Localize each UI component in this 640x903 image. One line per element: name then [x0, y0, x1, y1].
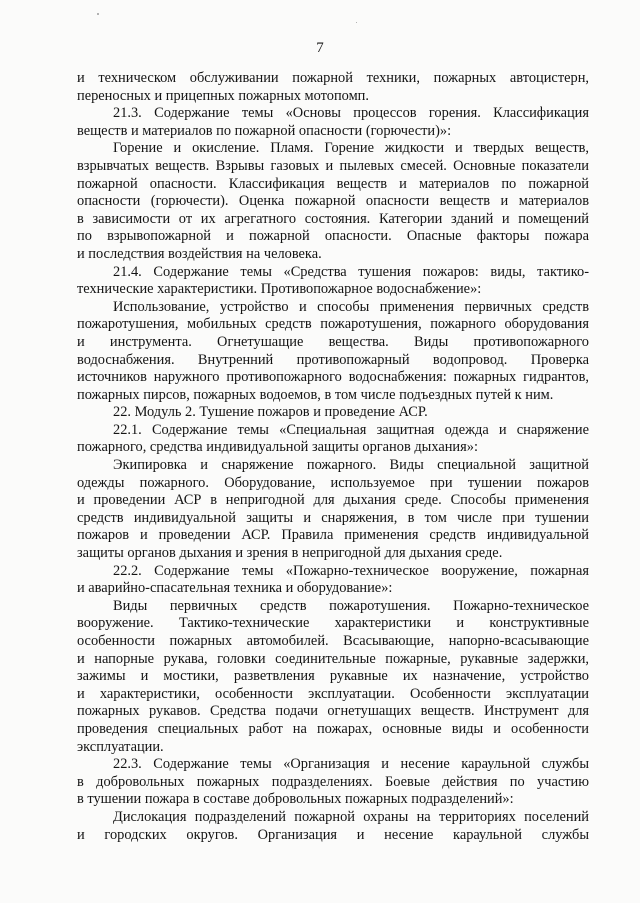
text-line: технические характеристики. Противопожарное водоснабжение»: [77, 281, 482, 298]
text-line: 22. Модуль 2. Тушение пожаров и проведение АСР. [113, 404, 428, 421]
text-line: зажимы и мостики, разветвления рукавные их назначение, устройство [77, 668, 589, 685]
text-line: и техническом обслуживании пожарной техники, пожарных автоцистерн, [77, 70, 589, 86]
text-line: 22.2. Содержание темы «Пожарно-техническое вооружение, пожарная [113, 562, 589, 579]
text-line: Горение и окисление. Пламя. Горение жидкости и твердых веществ, [113, 140, 589, 157]
text-line: 22.1. Содержание темы «Специальная защитная одежда и снаряжение [113, 421, 589, 438]
text-line: и характеристики, особенности эксплуатации. Особенности эксплуатации [77, 685, 589, 702]
text-line: веществ и материалов по пожарной опасности (горючести)»: [77, 122, 452, 139]
text-line: Экипировка и снаряжение пожарного. Виды специальной защитной [113, 457, 589, 474]
text-line: в зависимости от их агрегатного состояния. Категории зданий и помещений [77, 210, 589, 227]
scan-speck [356, 22, 357, 23]
text-line: и последствия воздействия на человека. [77, 245, 322, 262]
text-line: 22.3. Содержание темы «Организация и несение караульной службы [113, 756, 589, 773]
text-line: Виды первичных средств пожаротушения. Пожарно-техническое [113, 597, 589, 614]
text-line: по взрывопожарной и пожарной опасности. Опасные факторы пожара [77, 228, 589, 245]
text-line: пожаротушения, мобильных средств пожаротушения, пожарного оборудования [77, 316, 589, 333]
text-line: опасности (горючести). Оценка пожарной опасности веществ и материалов [77, 193, 589, 210]
text-line: Дислокация подразделений пожарной охраны на территориях поселений [113, 808, 589, 825]
text-line: средств индивидуальной защиты и снаряжения, в том числе при тушении [77, 509, 589, 526]
text-line: одежды пожарного. Оборудование, используемое при тушении пожаров [77, 474, 589, 491]
text-line: и аварийно-спасательная техника и оборудование»: [77, 580, 393, 597]
text-line: водоснабжения. Внутренний противопожарный водопровод. Проверка [77, 351, 589, 368]
scan-speck [97, 13, 99, 15]
text-line: защиты органов дыхания и зрения в непригодной для дыхания среде. [77, 545, 503, 562]
text-line: переносных и прицепных пожарных мотопомп. [77, 87, 369, 104]
text-line: особенности пожарных автомобилей. Всасывающие, напорно-всасывающие [77, 633, 589, 649]
text-line: источников наружного противопожарного водоснабжения: пожарных гидрантов, [77, 369, 589, 386]
text-line: пожарных пирсов, пожарных водоемов, в том числе подъездных путей к ним. [77, 386, 554, 403]
text-line: и инструмента. Огнетушащие вещества. Виды противопожарного [77, 333, 589, 350]
text-line: пожарной опасности. Классификация веществ и материалов по пожарной [77, 175, 589, 192]
text-line: Использование, устройство и способы применения первичных средств [113, 298, 589, 315]
text-line: и городских округов. Организация и несение караульной службы [77, 826, 589, 843]
document-body [77, 70, 589, 844]
text-line: эксплуатации. [77, 738, 164, 755]
text-line: в тушении пожара в составе добровольных пожарных подразделений»: [77, 791, 514, 808]
text-line: 21.4. Содержание темы «Средства тушения пожаров: виды, тактико- [113, 263, 589, 280]
page-number: 7 [316, 40, 324, 56]
text-line: и проведении АСР в непригодной для дыхания среде. Способы применения [77, 492, 589, 509]
text-line: взрывчатых веществ. Взрывы газовых и пылевых смесей. Основные показатели [77, 157, 589, 174]
text-line: и напорные рукава, головки соединительные пожарные, рукавные задержки, [77, 650, 589, 667]
text-line: пожарных рукавов. Средства подачи огнетушащих веществ. Инструмент для [77, 703, 589, 720]
text-line: 21.3. Содержание темы «Основы процессов горения. Классификация [113, 105, 589, 122]
text-line: пожаров и проведении АСР. Правила применения средств индивидуальной [77, 527, 589, 544]
text-line: в добровольных пожарных подразделениях. Боевые действия по участию [77, 773, 589, 790]
text-line: проведения специальных работ на пожарах, основные виды и особенности [77, 720, 589, 737]
text-line: вооружение. Тактико-технические характеристики и конструктивные [77, 615, 589, 632]
text-line: пожарного, средства индивидуальной защиты органов дыхания»: [77, 439, 478, 456]
